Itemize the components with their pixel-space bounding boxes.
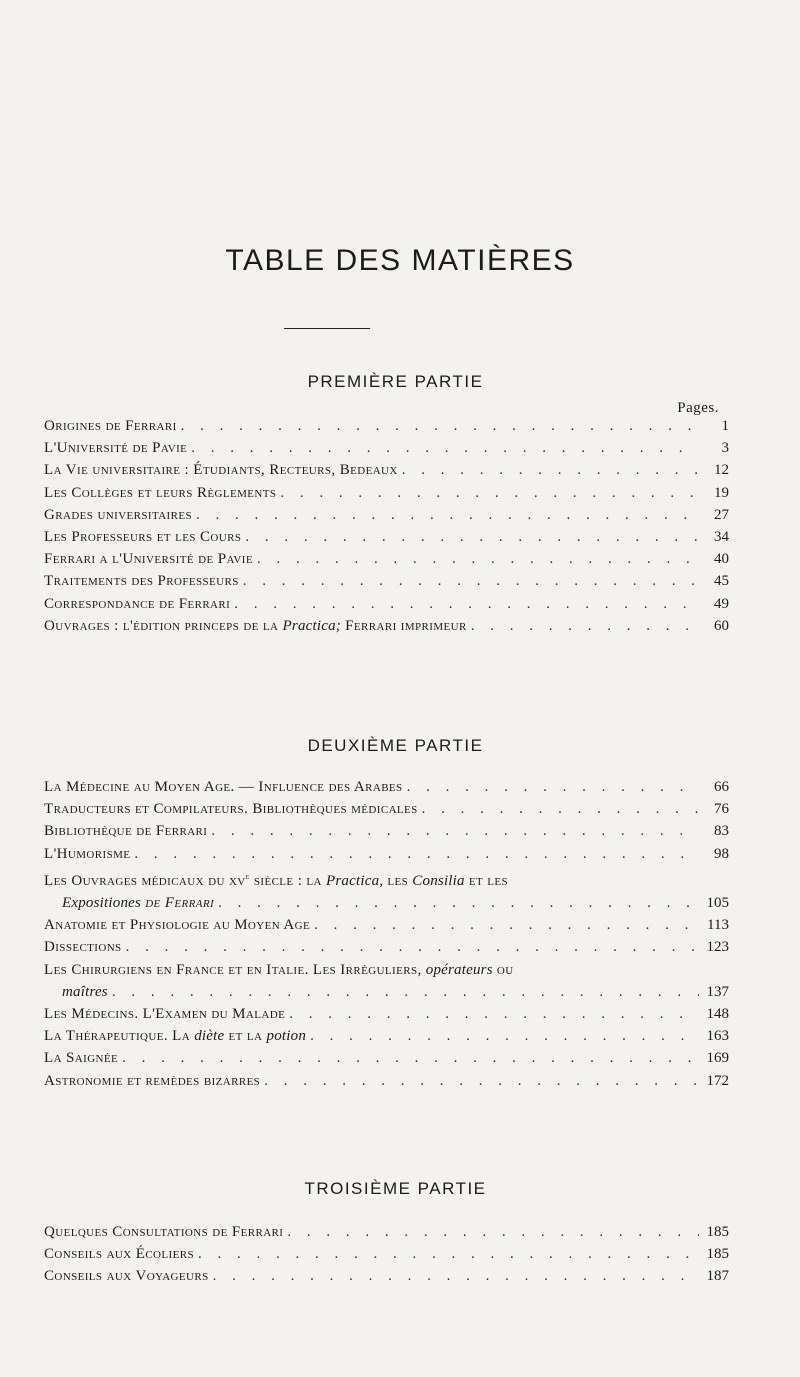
entry-title: Les Médecins. L'Examen du Malade [44,1006,286,1023]
entry-title: La Thérapeutique. La diète et la potion [44,1028,307,1045]
entry-title: Traitements des Professeurs [44,573,239,590]
entry-page: 60 [714,617,729,634]
entry-title: Quelques Consultations de Ferrari [44,1224,284,1240]
dot-leader [471,615,699,637]
entry-title: L'Humorisme [44,845,131,862]
entry-page: 76 [714,801,729,818]
part-two-title: DEUXIÈME PARTIE [307,736,484,755]
toc-entry [44,865,729,914]
toc-entry [44,798,729,820]
dot-leader [234,593,699,615]
part-one-entries [44,415,729,637]
entry-page: 40 [714,551,729,568]
entry-title-continued: maîtres [62,983,108,1000]
entry-title: Traducteurs et Compilateurs. Bibliothèques médicales [44,801,418,818]
part-one-section [44,372,729,637]
part-three-entries [44,1221,729,1288]
dot-leader [122,1047,699,1069]
dot-leader [243,570,699,592]
entry-title: Origines de Ferrari [44,418,177,434]
toc-entry [44,1265,729,1287]
title-divider [284,328,370,329]
toc-entry [44,570,729,592]
dot-leader [218,892,699,914]
entry-title: Les Chirurgiens en France et en Italie. Les Irréguliers, opérateurs ou [44,961,514,978]
entry-page: 123 [706,939,729,956]
dot-leader [422,798,699,820]
entry-page: 148 [706,1006,729,1023]
dot-leader [289,1003,699,1025]
toc-entry [44,482,729,504]
entry-title: Correspondance de Ferrari [44,595,231,612]
toc-entry [44,1047,729,1069]
entry-page: 98 [714,845,729,862]
dot-leader [112,981,699,1003]
entry-page: 27 [714,506,729,523]
entry-page: 105 [706,895,729,912]
dot-leader [287,1221,699,1243]
dot-leader [134,843,699,865]
dot-leader [198,1243,699,1265]
dot-leader [181,415,699,437]
entry-title: Les Ouvrages médicaux du $xv^e$ siècle : la Practica, les Consilia et les [44,870,509,889]
part-one-title: PREMIÈRE PARTIE [307,372,484,391]
toc-entry [44,1003,729,1025]
toc-entry [44,504,729,526]
entry-page: 172 [706,1072,729,1089]
entry-page: 45 [714,573,729,590]
entry-title: Ouvrages : l'édition princeps de la Practica; Ferrari imprimeur [44,617,467,634]
toc-entry [44,1025,729,1047]
entry-title: La Saignée [44,1050,119,1067]
entry-page: 113 [707,917,729,934]
toc-entry [44,936,729,958]
entry-title: Conseils aux Écoliers [44,1246,194,1263]
entry-title: Astronomie et remèdes bizarres [44,1072,261,1089]
part-three-section [44,1179,729,1288]
entry-title: L'Université de Pavie [44,440,188,457]
dot-leader [310,1025,699,1047]
dot-leader [257,548,699,570]
entry-page: 169 [706,1050,729,1067]
dot-leader [314,914,699,936]
entry-page: 49 [714,595,729,612]
entry-page: 83 [714,823,729,840]
dot-leader [196,504,699,526]
part-two-entries [44,776,729,1092]
dot-leader [407,776,699,798]
entry-page: 1 [721,418,729,434]
entry-page: 3 [721,440,729,457]
toc-entry [44,1243,729,1265]
entry-title: Ferrari a l'Université de Pavie [44,551,253,568]
dot-leader [402,459,699,481]
entry-page: 34 [714,529,729,546]
entry-page: 66 [714,779,729,795]
toc-entry [44,1070,729,1092]
entry-page: 12 [714,462,729,479]
entry-title: Grades universitaires [44,506,192,523]
pages-column-label: Pages. [677,400,719,416]
toc-entry [44,959,729,1003]
dot-leader [191,437,699,459]
entry-title: Les Professeurs et les Cours [44,529,242,546]
entry-page: 19 [714,484,729,501]
dot-leader [280,482,699,504]
entry-page: 187 [706,1268,729,1285]
toc-entry [44,820,729,842]
entry-title: La Vie universitaire : Étudiants, Recteurs, Bedeaux [44,462,398,479]
toc-entry [44,776,729,798]
toc-entry [44,593,729,615]
toc-entry [44,843,729,865]
dot-leader [213,1265,699,1287]
dot-leader [211,820,699,842]
toc-entry [44,415,729,437]
document-title: TABLE DES MATIÈRES [225,244,575,277]
toc-entry [44,459,729,481]
part-two-section [44,736,729,1092]
entry-title-continued: Expositiones de Ferrari [62,895,215,912]
entry-title: Bibliothèque de Ferrari [44,823,208,840]
entry-title: Conseils aux Voyageurs [44,1268,209,1285]
entry-page: 163 [706,1028,729,1045]
toc-entry [44,914,729,936]
entry-page: 185 [706,1246,729,1263]
toc-entry [44,548,729,570]
dot-leader [264,1070,699,1092]
entry-page: 185 [706,1224,729,1240]
dot-leader [245,526,699,548]
dot-leader [126,936,699,958]
part-three-title: TROISIÈME PARTIE [304,1179,487,1198]
entry-page: 137 [706,983,729,1000]
entry-title: Anatomie et Physiologie au Moyen Age [44,917,311,934]
toc-entry [44,615,729,637]
toc-entry [44,526,729,548]
toc-entry [44,1221,729,1243]
entry-title: Dissections [44,939,122,956]
entry-title: La Médecine au Moyen Age. — Influence des Arabes [44,779,403,795]
toc-entry [44,437,729,459]
entry-title: Les Collèges et leurs Règlements [44,484,277,501]
